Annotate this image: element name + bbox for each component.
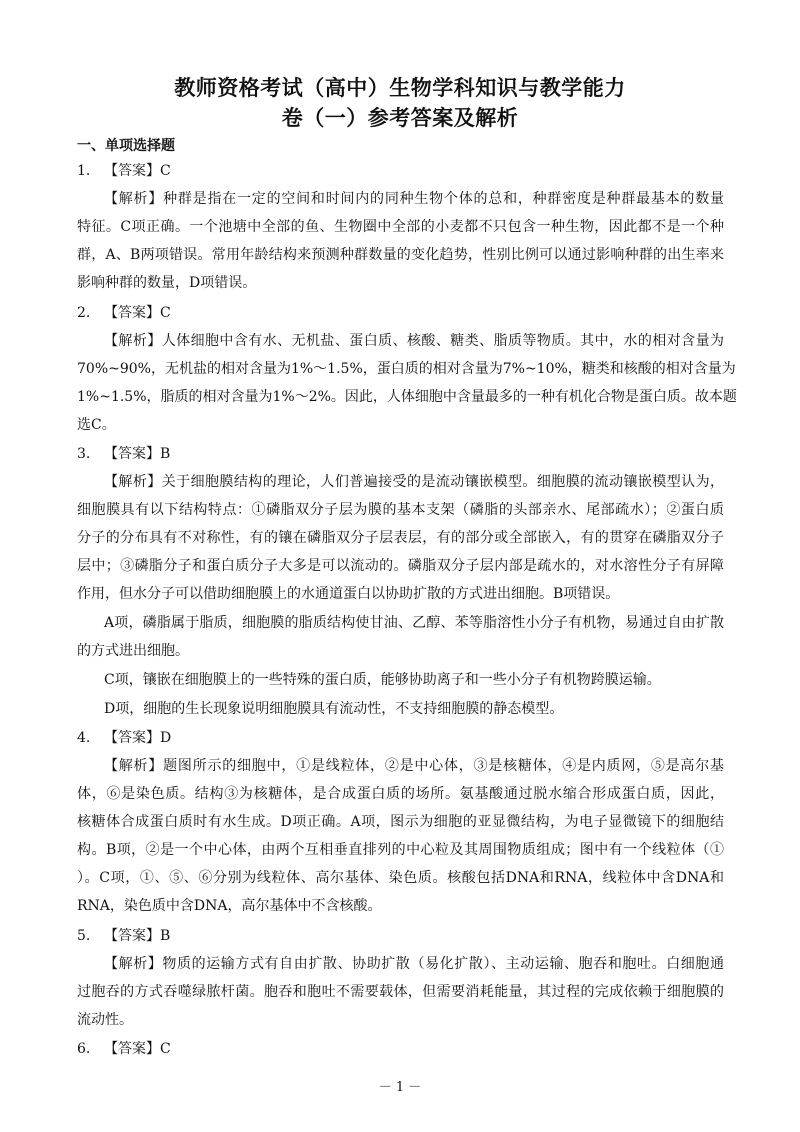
explanation-line: 核糖体合成蛋白质时有水生成。D项正确。A项，图示为细胞的亚显微结构，为电子显微镜下的细胞结 <box>77 814 724 830</box>
explanation-line: 【解析】人体细胞中含有水、无机盐、蛋白质、核酸、糖类、脂质等物质。其中，水的相对含量为 <box>104 333 724 349</box>
answer-line-q2 <box>77 303 171 323</box>
explanation-line: 【解析】关于细胞膜结构的理论，人们普遍接受的是流动镶嵌模型。细胞膜的流动镶嵌模型认为， <box>104 474 724 490</box>
explanation-line: 作用，但水分子可以借助细胞膜上的水通道蛋白以协助扩散的方式进出细胞。B项错误。 <box>77 586 620 602</box>
explanation-line: 群，A、B两项错误。常用年龄结构来预测种群数量的变化趋势，性别比例可以通过影响种群的出生率来 <box>77 247 724 263</box>
document-subtitle: 卷（一）参考答案及解析 <box>281 106 519 130</box>
explanation-line: 构。B项，②是一个中心体，由两个互相垂直排列的中心粒及其周围物质组成；图中有一个线粒体（① <box>77 842 724 858</box>
answer-label: 【答案】B <box>104 446 171 462</box>
page-number: － 1 － <box>378 1080 422 1095</box>
explanation-line: 影响种群的数量，D项错误。 <box>77 275 257 291</box>
explanation-line: 1%~1.5%，脂质的相对含量为1%～2%。因此，人体细胞中含量最多的一种有机化合物是蛋白质。故本题 <box>77 389 737 405</box>
answer-line-q4 <box>77 728 171 748</box>
question-number: 3. <box>77 446 91 462</box>
explanation-line: RNA，染色质中含DNA，高尔基体中不含核酸。 <box>77 898 382 914</box>
answer-label: 【答案】C <box>104 163 171 179</box>
explanation-line: 过胞吞的方式吞噬绿脓杆菌。胞吞和胞吐不需要载体，但需要消耗能量，其过程的完成依赖于细胞膜的 <box>77 984 724 1000</box>
explanation-line: 流动性。 <box>77 1012 133 1028</box>
document-title: 教师资格考试（高中）生物学科知识与教学能力 <box>174 76 626 100</box>
explanation-line: 体，⑥是染色质。结构③为核糖体，是合成蛋白质的场所。氨基酸通过脱水缩合形成蛋白质，因此， <box>77 786 724 802</box>
question-number: 4. <box>77 730 91 746</box>
explanation-line: 选C。 <box>77 417 116 433</box>
option-a-line: A项，磷脂属于脂质，细胞膜的脂质结构使甘油、乙醇、苯等脂溶性小分子有机物，易通过自由扩散 <box>104 615 724 631</box>
explanation-line: 细胞膜具有以下结构特点：①磷脂双分子层为膜的基本支架（磷脂的头部亲水、尾部疏水）；②蛋白质 <box>77 502 724 518</box>
explanation-line: 【解析】种群是指在一定的空间和时间内的同种生物个体的总和，种群密度是种群最基本的数量 <box>104 191 724 207</box>
answer-label: 【答案】C <box>104 1041 171 1057</box>
answer-label: 【答案】C <box>104 305 171 321</box>
explanation-line: ）。C项，①、⑤、⑥分别为线粒体、高尔基体、染色质。核酸包括DNA和RNA，线粒体中含DNA和 <box>77 870 724 886</box>
explanation-line: 【解析】题图所示的细胞中，①是线粒体，②是中心体，③是核糖体，④是内质网，⑤是高尔基 <box>104 758 724 774</box>
answer-line-q1 <box>77 161 171 181</box>
explanation-line: 70%~90%，无机盐的相对含量为1%～1.5%，蛋白质的相对含量为7%~10%，糖类和核酸的相对含量为 <box>77 361 736 377</box>
question-number: 1. <box>77 163 91 179</box>
section-heading: 一、单项选择题 <box>77 138 175 154</box>
answer-label: 【答案】D <box>104 730 172 746</box>
explanation-line: 特征。C项正确。一个池塘中全部的鱼、生物圈中全部的小麦都不只包含一种生物，因此都不是一个种 <box>77 219 724 235</box>
answer-line-q3 <box>77 444 170 464</box>
option-d-line: D项，细胞的生长现象说明细胞膜具有流动性，不支持细胞膜的静态模型。 <box>104 701 564 717</box>
option-c-line: C项，镶嵌在细胞膜上的一些特殊的蛋白质，能够协助离子和一些小分子有机物跨膜运输。 <box>104 672 661 688</box>
explanation-line: 分子的分布具有不对称性，有的镶在磷脂双分子层表层，有的部分或全部嵌入，有的贯穿在磷脂双分子 <box>77 530 724 546</box>
option-a-line: 的方式进出细胞。 <box>77 643 189 659</box>
answer-line-q5 <box>77 926 170 946</box>
question-number: 6. <box>77 1041 91 1057</box>
question-number: 5. <box>77 928 91 944</box>
explanation-line: 层中；③磷脂分子和蛋白质分子大多是可以流动的。磷脂双分子层内部是疏水的，对水溶性分子有屏障 <box>77 558 724 574</box>
explanation-line: 【解析】物质的运输方式有自由扩散、协助扩散（易化扩散）、主动运输、胞吞和胞吐。白细胞通 <box>104 956 724 972</box>
question-number: 2. <box>77 305 91 321</box>
answer-line-q6 <box>77 1039 171 1059</box>
answer-label: 【答案】B <box>104 928 171 944</box>
